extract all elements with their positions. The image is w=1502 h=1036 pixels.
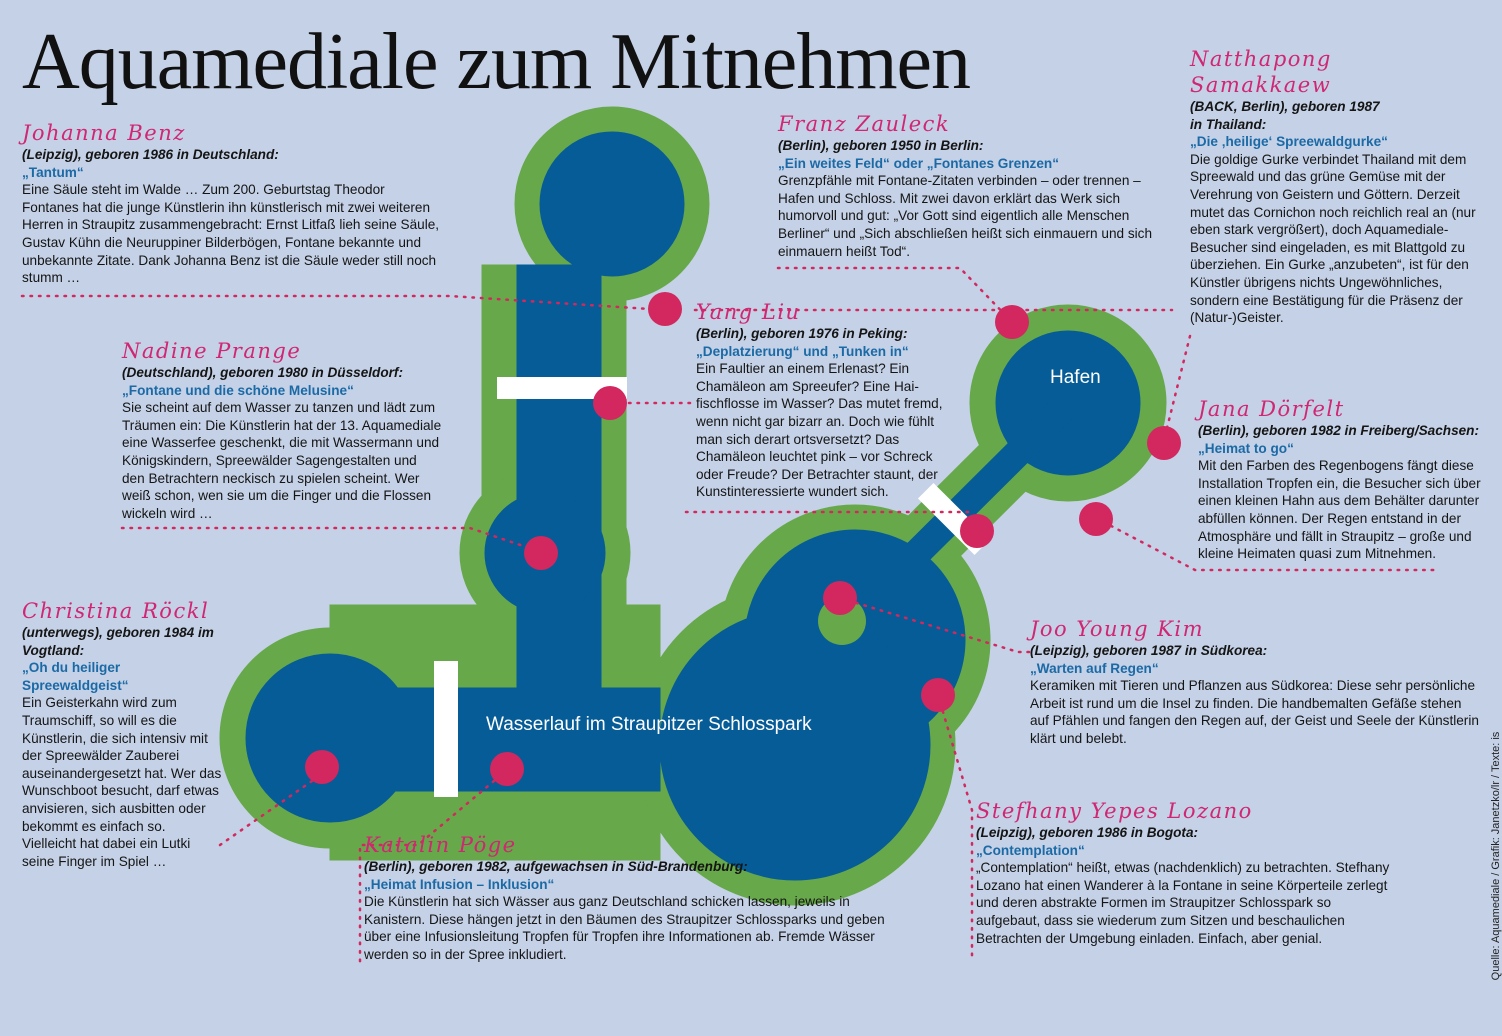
- work-title: „Tantum“: [22, 164, 84, 180]
- work-title: „Ein weites Feld“ oder „Fontanes Grenzen“: [778, 155, 1059, 171]
- work-description: „Contemplation“ heißt, etwas (nachdenklich) zu betrachten. Stefhany Lozano hat einen Wanderer à la Fontane in seine Körperteile zerlegt und deren abstrakte Formen im Straupitzer Schlosspark so aufgebaut, dass sie wiederum zum Sitzen und beschaulichen Betrachten der Umgebung einladen. Einfach, aber genial.: [976, 860, 1390, 946]
- work-title: „Deplatzierung“ und „Tunken in“: [696, 343, 909, 359]
- artist-meta: (Leipzig), geboren 1986 in Deutschland:: [22, 147, 279, 162]
- harbor-label: Hafen: [1050, 367, 1101, 388]
- artist-meta: (unterwegs), geboren 1984 im Vogtland:: [22, 625, 214, 658]
- artist-name: Jana Dörfelt: [1198, 397, 1345, 421]
- artist-meta: (Berlin), geboren 1982 in Freiberg/Sachsen:: [1198, 423, 1480, 438]
- work-description: Die Künstlerin hat sich Wässer aus ganz Deutschland schicken lassen, jeweils in Kanistern. Diese hängen jetzt in den Bäumen des Straupitzer Schlossparks und geben über eine Infusionsleitung Tropfen für Tropfen ihre Informationen ab. Fremde Wässer werden so in der Spree inkludiert.: [364, 894, 885, 962]
- work-description: Sie scheint auf dem Wasser zu tanzen und lädt zum Träumen ein: Die Künstlerin hat der 13. Aquamediale eine Wasserfee geschenkt, die mit Wassermann und Königskindern, Spreewälder Sagengestalten und den Betrachtern neckisch zu spielen scheint. Wer weiß schon, wen sie um die Finger und die Flossen wickeln wird …: [122, 400, 442, 521]
- entry-jana-doerfelt: [1198, 396, 1488, 563]
- page-title: Aquamediale zum Mitnehmen: [22, 18, 971, 106]
- marker-joo-young-kim: [823, 581, 857, 615]
- artist-meta: (Leipzig), geboren 1986 in Bogota:: [976, 825, 1199, 840]
- entry-yang-liu: [696, 299, 954, 501]
- marker-stefhany-yepes-lozano: [921, 678, 955, 712]
- artist-name: Katalin Pöge: [364, 833, 517, 857]
- artist-name: Natthapong Samakkaew: [1190, 47, 1332, 97]
- entry-nadine-prange: [122, 338, 442, 522]
- work-title: „Heimat to go“: [1198, 440, 1294, 456]
- work-title: „Warten auf Regen“: [1030, 660, 1159, 676]
- entry-stefhany-yepes-lozano: [976, 798, 1396, 947]
- marker-franz-zauleck: [995, 305, 1029, 339]
- artist-meta: (Leipzig), geboren 1987 in Südkorea:: [1030, 643, 1268, 658]
- work-description: Grenzpfähle mit Fontane-Zitaten verbinden – oder trennen – Hafen und Schloss. Mit zwei davon erklärt das Werk sich humorvoll und gut: „Vor Gott sind eigentlich alle Menschen Berliner“ und „Sich abschließen heißt sich einmauern und sich einmauern heißt Tod“.: [778, 173, 1153, 259]
- artist-meta: (BACK, Berlin), geboren 1987 in Thailand:: [1190, 99, 1380, 132]
- work-description: Ein Faultier an einem Erlenast? Ein Chamäleon am Spreeufer? Eine Hai-fischflosse im Wasser? Das mutet fremd, wenn nicht gar bizarr an. Doch wie fühlt man sich derart ortsversetzt? Das Chamäleon leuchtet pink – vor Schreck oder Freude? Der Betrachter staunt, der Kunstinteressierte wundert sich.: [696, 361, 943, 500]
- marker-nadine-prange: [524, 536, 558, 570]
- marker-jana-doerfelt: [1079, 502, 1113, 536]
- work-description: Mit den Farben des Regenbogens fängt diese Installation Tropfen ein, die Besucher sich über einen kleinen Hahn aus dem Behälter darunter abfüllen können. Der Regen entstand in der Atmosphäre und fällt in Straupitz – große und kleine Heimaten quasi zum Mitnehmen.: [1198, 458, 1481, 562]
- artist-meta: (Deutschland), geboren 1980 in Düsseldorf:: [122, 365, 403, 380]
- artist-name: Joo Young Kim: [1030, 617, 1205, 641]
- source-credit: Quelle: Aquamediale / Grafik: Janetzko/lr / Texte: is: [1490, 731, 1502, 981]
- bridge-west: [434, 661, 458, 797]
- artist-meta: (Berlin), geboren 1950 in Berlin:: [778, 138, 984, 153]
- entry-joo-young-kim: [1030, 616, 1480, 748]
- artist-name: Stefhany Yepes Lozano: [976, 799, 1253, 823]
- work-title: „Fontane und die schöne Melusine“: [122, 382, 354, 398]
- artist-meta: (Berlin), geboren 1976 in Peking:: [696, 326, 908, 341]
- work-description: Keramiken mit Tieren und Pflanzen aus Südkorea: Diese sehr persönliche Arbeit ist rund um die Insel zu finden. Die handbemalten Gefäße stehen auf Pfählen und fangen den Regen auf, der Geist und Seele der Künstlerin klärt und belebt.: [1030, 678, 1479, 746]
- work-title: „Heimat Infusion – Inklusion“: [364, 876, 555, 892]
- marker-christina-roeckl: [305, 750, 339, 784]
- artist-name: Johanna Benz: [22, 121, 186, 145]
- marker-natthapong-samakkaew: [1147, 426, 1181, 460]
- artist-name: Yang Liu: [696, 300, 801, 324]
- work-title: „Die ‚heilige‘ Spreewaldgurke“: [1190, 134, 1388, 150]
- artist-name: Christina Röckl: [22, 599, 210, 623]
- artist-meta: (Berlin), geboren 1982, aufgewachsen in Süd-Brandenburg:: [364, 859, 748, 874]
- work-title: „Oh du heiliger Spreewaldgeist“: [22, 660, 129, 693]
- entry-natthapong-samakkaew: [1190, 46, 1490, 327]
- artist-name: Nadine Prange: [122, 339, 302, 363]
- entry-franz-zauleck: [778, 111, 1163, 260]
- waterway-label: Wasserlauf im Straupitzer Schlosspark: [486, 714, 812, 735]
- marker-yang-liu-2: [960, 514, 994, 548]
- work-title: „Contemplation“: [976, 842, 1085, 858]
- work-description: Eine Säule steht im Walde … Zum 200. Geburtstag Theodor Fontanes hat die junge Künstlerin ihn künstlerisch mit zwei weiteren Herren in Straupitz zusammengebracht: Ernst Litfaß lieh seine Säule, Gustav Kühn die Neuruppiner Bilderbögen, Fontane bekannte und unbekannte Zitate. Dank Johanna Benz ist die Säule weder still noch stumm …: [22, 182, 440, 286]
- work-description: Die goldige Gurke verbindet Thailand mit dem Spreewald und das grüne Gemüse mit der Verehrung von Geistern und Göttern. Derzeit mutet das Cornichon noch reichlich real an (nur eben stark vergrößert), doch Aquamediale-Besucher sind eingeladen, es mit Blattgold zu überziehen. Ein Gurke „anzubeten“, ist für den Künstler übrigens nichts Ungewöhnliches, sondern eine Bestätigung für die Präsenz der (Natur-)Geister.: [1190, 151, 1476, 326]
- artist-name: Franz Zauleck: [778, 112, 951, 136]
- work-description: Ein Geisterkahn wird zum Traumschiff, so will es die Künstlerin, die sich intensiv mit der Spreewälder Zauberei auseinandergesetzt hat. Wer das Wunschboot besucht, darf etwas anvisieren, sich ausbitten oder bekommt es einfach so. Vielleicht hat dabei ein Lutki seine Finger im Spiel …: [22, 695, 222, 869]
- marker-johanna-benz: [648, 292, 682, 326]
- marker-katalin-poege: [490, 752, 524, 786]
- marker-yang-liu: [593, 386, 627, 420]
- entry-johanna-benz: [22, 120, 442, 287]
- entry-katalin-poege: [364, 832, 914, 964]
- entry-christina-roeckl: [22, 598, 222, 870]
